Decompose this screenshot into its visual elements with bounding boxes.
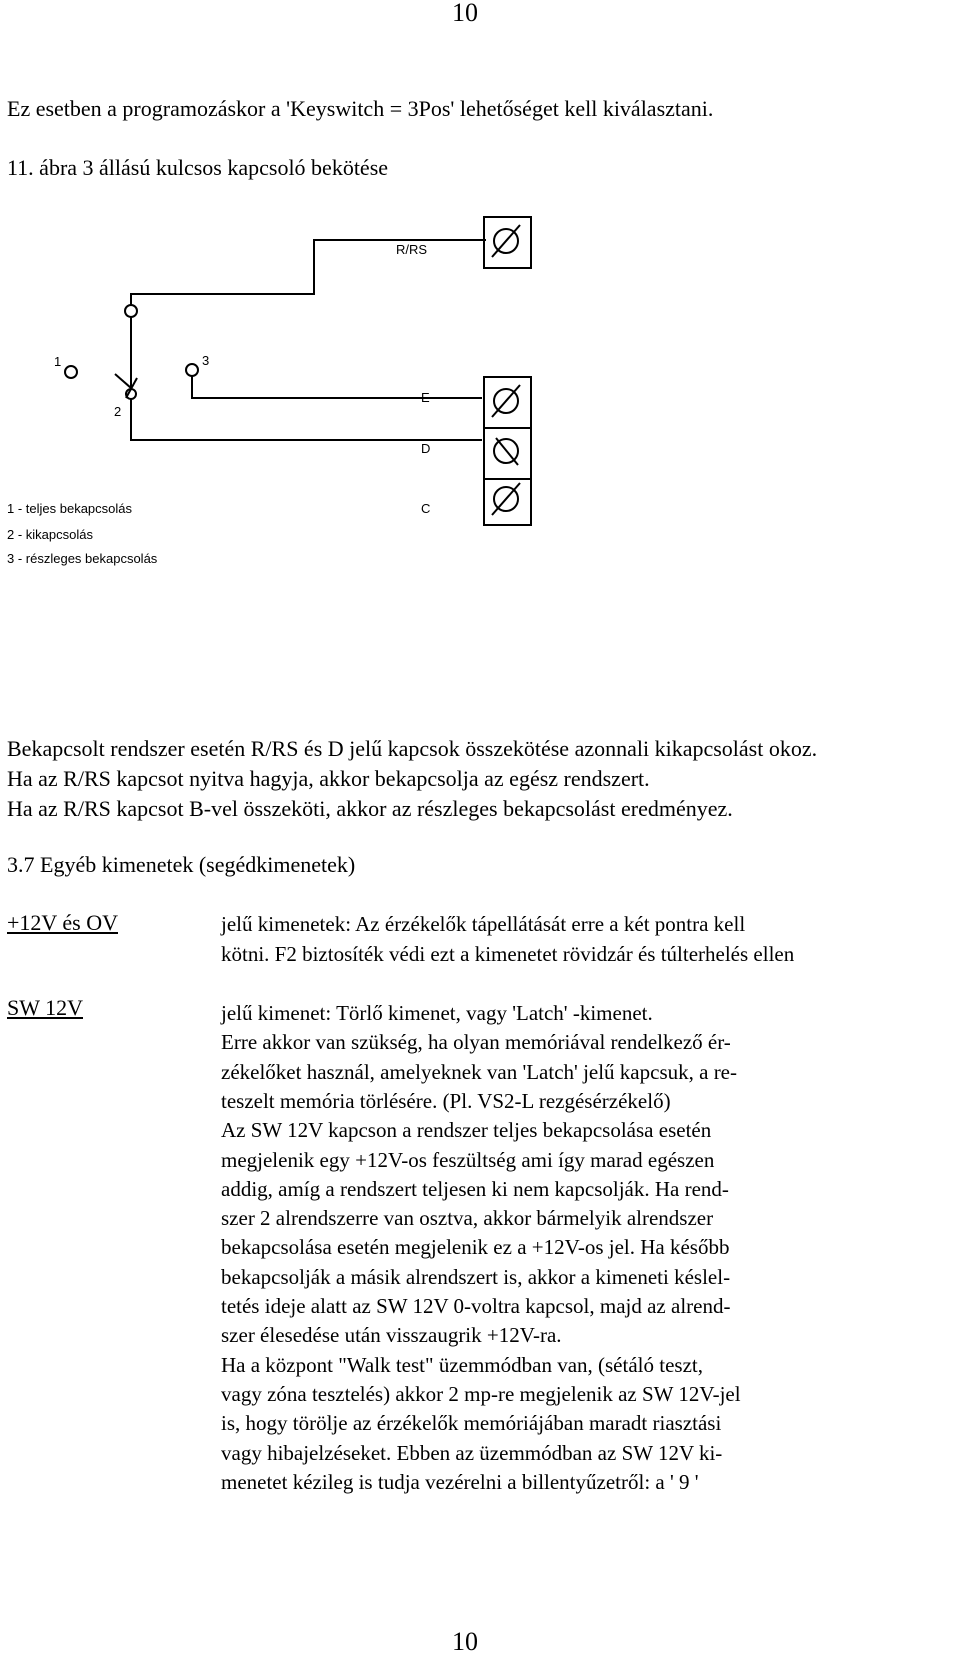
screw-icon	[492, 385, 520, 417]
screw-icon	[492, 225, 520, 257]
intro-line: Ez esetben a programozáskor a 'Keyswitch = 3Pos' lehetőséget kell kiválasztani.	[7, 96, 714, 121]
term-desc-line: addig, amíg a rendszert teljesen ki nem kapcsolják. Ha rend-	[221, 1176, 729, 1201]
term-desc-line: is, hogy törölje az érzékelők memóriájában maradt riasztási	[221, 1411, 722, 1436]
screw-icon	[492, 483, 520, 515]
label-2: 2	[114, 404, 122, 419]
terminal-box-e	[484, 377, 531, 428]
paragraph-line: Bekapcsolt rendszer esetén R/RS és D jelű kapcsok összekötése azonnali kikapcsolást okoz.	[7, 736, 818, 761]
term-desc-line: kötni. F2 biztosíték védi ezt a kimenetet rövidzár és túlterhelés ellen	[221, 942, 795, 966]
paragraph-line: Ha az R/RS kapcsot B-vel összeköti, akkor az részleges bekapcsolást eredményez.	[7, 796, 733, 821]
legend-item: 2 - kikapcsolás	[7, 527, 93, 542]
legend-item: 3 - részleges bekapcsolás	[7, 551, 158, 566]
term-desc-line: szer 2 alrendszerre van osztva, akkor bármelyik alrendszer	[221, 1206, 714, 1231]
term-desc-line: jelű kimenetek: Az érzékelők tápellátását erre a két pontra kell	[221, 912, 746, 936]
term-desc-line: Az SW 12V kapcson a rendszer teljes bekapcsolása esetén	[221, 1118, 712, 1143]
page-number-bottom: 10	[452, 1627, 478, 1656]
term-desc-line: szer élesedése után visszaugrik +12V-ra.	[221, 1323, 562, 1348]
label-3: 3	[202, 353, 210, 368]
term-desc-line: bekapcsolják a másik alrendszert is, akkor a kimeneti késlel-	[221, 1264, 731, 1289]
term-desc-line: megjelenik egy +12V-os feszültség ami így marad egészen	[221, 1147, 715, 1172]
term-desc-line: vagy zóna tesztelés) akkor 2 mp-re megjelenik az SW 12V-jel	[221, 1381, 741, 1406]
term-label-12v-ov: +12V és OV	[7, 910, 118, 935]
page-number-top: 10	[452, 0, 478, 27]
label-e: E	[421, 390, 430, 405]
term-desc-line: Ha a központ "Walk test" üzemmódban van, (sétáló teszt,	[221, 1352, 703, 1377]
term-desc-line: vagy hibajelzéseket. Ebben az üzemmódban az SW 12V ki-	[221, 1440, 723, 1465]
term-desc-line: jelű kimenet: Törlő kimenet, vagy 'Latch' -kimenet.	[221, 1001, 653, 1025]
label-d: D	[421, 441, 431, 456]
wiring-diagram	[0, 0, 960, 600]
term-label-sw12v: SW 12V	[7, 995, 83, 1020]
section-heading: 3.7 Egyéb kimenetek (segédkimenetek)	[7, 852, 356, 877]
paragraph-line: Ha az R/RS kapcsot nyitva hagyja, akkor bekapcsolja az egész rendszert.	[7, 766, 650, 791]
term-desc-line: menetet kézileg is tudja vezérelni a billentyűzetről: a ' 9 '	[221, 1469, 699, 1494]
terminal-box-c	[484, 479, 531, 525]
label-c: C	[421, 501, 431, 516]
screw-icon	[494, 438, 518, 465]
term-desc-line: bekapcsolása esetén megjelenik ez a +12V-os jel. Ha később	[221, 1235, 730, 1260]
legend-item: 1 - teljes bekapcsolás	[7, 501, 133, 516]
term-desc-line: zékelőket használ, amelyeknek van 'Latch' jelű kapcsuk, a re-	[221, 1059, 737, 1084]
term-desc-line: Erre akkor van szükség, ha olyan memóriával rendelkező ér-	[221, 1030, 731, 1055]
label-1: 1	[54, 354, 62, 369]
label-rrs: R/RS	[396, 242, 428, 257]
term-desc-line: teszelt memória törlésére. (Pl. VS2-L rezgésérzékelő)	[221, 1088, 671, 1113]
term-desc-line: tetés ideje alatt az SW 12V 0-voltra kapcsol, majd az alrend-	[221, 1294, 731, 1318]
terminal-box-rrs	[484, 217, 531, 268]
figure-caption: 11. ábra 3 állású kulcsos kapcsoló bekötése	[7, 155, 389, 180]
